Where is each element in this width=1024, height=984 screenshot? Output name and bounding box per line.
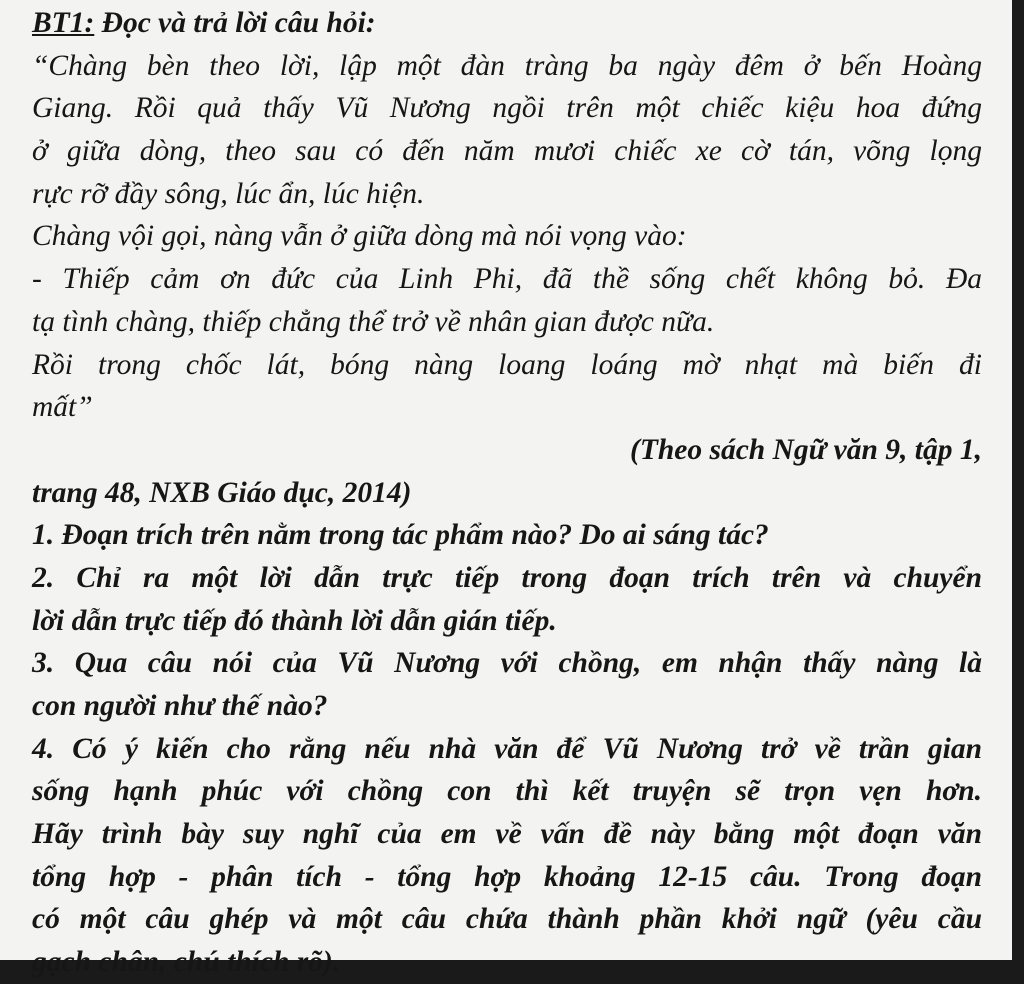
question-line: gạch chân, chú thích rõ). <box>32 946 341 979</box>
question-line: 1. Đoạn trích trên nằm trong tác phẩm nào? Do ai sáng tác? <box>32 519 769 552</box>
exercise-instruction: Đọc và trả lời câu hỏi: <box>94 7 376 39</box>
passage-line: rực rỡ đầy sông, lúc ẩn, lúc hiện. <box>32 177 425 210</box>
scan-edge <box>1012 0 1024 960</box>
question-list <box>32 514 982 984</box>
passage-line: - Thiếp cảm ơn đức của Linh Phi, đã thề sống chết không bỏ. Đa <box>32 263 982 296</box>
passage-line: ở giữa dòng, theo sau có đến năm mươi chiếc xe cờ tán, võng lọng <box>32 135 982 168</box>
quoted-passage <box>32 45 982 429</box>
question-line: có một câu ghép và một câu chứa thành phần khởi ngữ (yêu cầu <box>32 903 982 936</box>
citation-line: (Theo sách Ngữ văn 9, tập 1, <box>630 433 982 466</box>
passage-line: Rồi trong chốc lát, bóng nàng loang loáng mờ nhạt mà biến đi <box>32 348 982 381</box>
question-line: 3. Qua câu nói của Vũ Nương với chồng, em nhận thấy nàng là <box>32 647 982 680</box>
exercise-heading <box>32 2 982 45</box>
question-line: tổng hợp - phân tích - tổng hợp khoảng 12-15 câu. Trong đoạn <box>32 860 982 893</box>
passage-line: Chàng vội gọi, nàng vẫn ở giữa dòng mà nói vọng vào: <box>32 220 687 253</box>
question-line: Hãy trình bày suy nghĩ của em về vấn đề này bằng một đoạn văn <box>32 818 982 851</box>
passage-line: tạ tình chàng, thiếp chẳng thể trở về nhân gian được nữa. <box>32 305 715 338</box>
source-citation <box>32 429 982 514</box>
exercise-label: BT1: <box>32 7 95 39</box>
question-line: sống hạnh phúc với chồng con thì kết truyện sẽ trọn vẹn hơn. <box>32 775 982 808</box>
passage-line: Giang. Rồi quả thấy Vũ Nương ngồi trên một chiếc kiệu hoa đứng <box>32 92 982 125</box>
question-line: lời dẫn trực tiếp đó thành lời dẫn gián tiếp. <box>32 604 557 637</box>
passage-line: “Chàng bèn theo lời, lập một đàn tràng ba ngày đêm ở bến Hoàng <box>32 49 982 82</box>
question-line: 2. Chỉ ra một lời dẫn trực tiếp trong đoạn trích trên và chuyển <box>32 561 982 594</box>
citation-line: trang 48, NXB Giáo dục, 2014) <box>32 476 412 509</box>
passage-line: mất” <box>32 391 93 424</box>
question-line: 4. Có ý kiến cho rằng nếu nhà văn để Vũ Nương trở về trần gian <box>32 732 982 765</box>
question-line: con người như thế nào? <box>32 690 328 722</box>
